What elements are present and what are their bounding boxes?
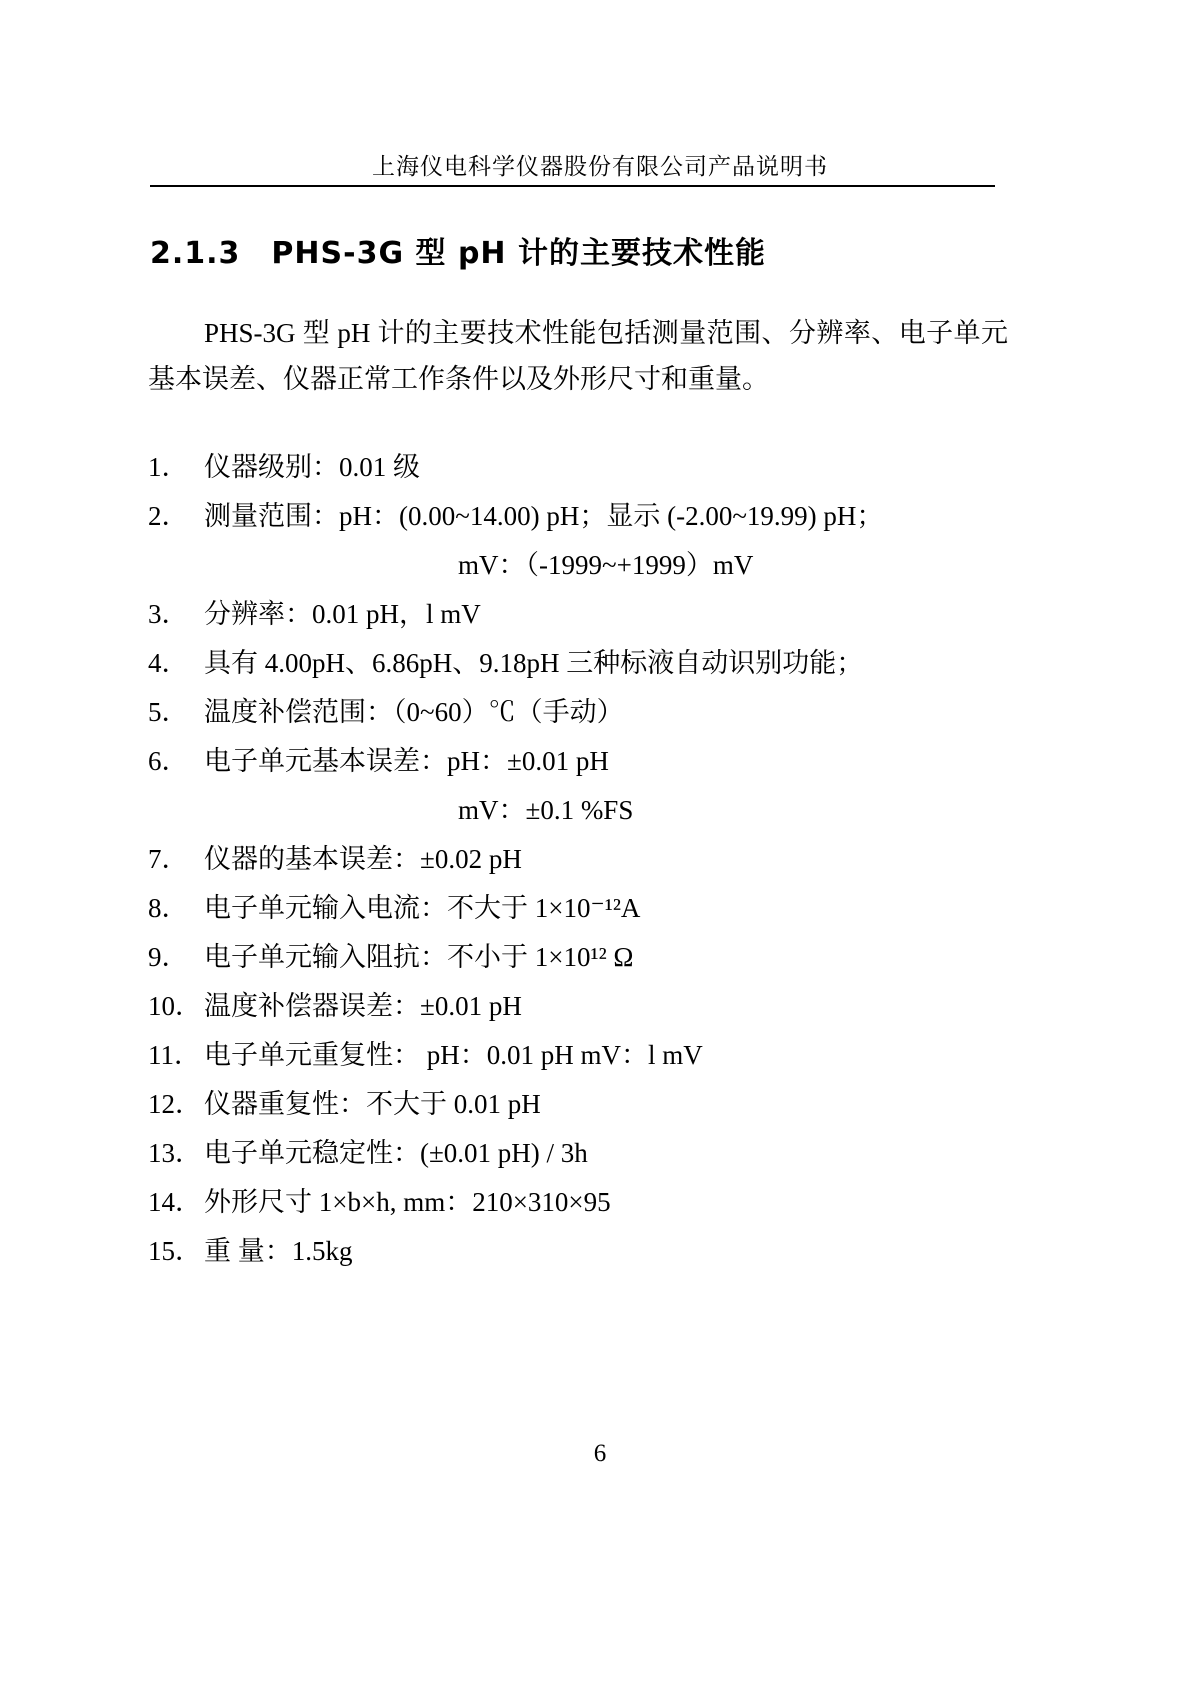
page-header bbox=[150, 148, 1050, 181]
item-text: 温度补偿器误差：±0.01 pH bbox=[204, 991, 522, 1021]
item-number: 2． bbox=[148, 501, 189, 531]
list-item bbox=[148, 1227, 1048, 1276]
list-item bbox=[148, 1080, 1048, 1129]
item-text: 电子单元输入阻抗：不小于 1×10¹² Ω bbox=[204, 942, 634, 972]
item-number: 10． bbox=[148, 991, 202, 1021]
item-text: 仪器重复性：不大于 0.01 pH bbox=[204, 1089, 541, 1119]
list-item bbox=[148, 1129, 1048, 1178]
list-item bbox=[148, 492, 1048, 541]
item-number: 5． bbox=[148, 697, 189, 727]
list-item bbox=[148, 1178, 1048, 1227]
item-text: 仪器级别：0.01 级 bbox=[204, 452, 420, 482]
item-text: 电子单元稳定性：(±0.01 pH) / 3h bbox=[204, 1138, 588, 1168]
list-item bbox=[148, 590, 1048, 639]
item-text: 电子单元基本误差：pH：±0.01 pH bbox=[204, 746, 609, 776]
item-text: 分辨率：0.01 pH，l mV bbox=[204, 599, 481, 629]
list-item-continuation: mV：±0.1 %FS bbox=[458, 795, 634, 825]
running-head: 上海仪电科学仪器股份有限公司产品说明书 bbox=[372, 154, 828, 179]
item-number: 12． bbox=[148, 1089, 202, 1119]
section-heading: 2.1.3 PHS-3G 型 pH 计的主要技术性能 bbox=[150, 236, 766, 271]
list-item bbox=[148, 443, 1048, 492]
item-text: 外形尺寸 1×b×h, mm：210×310×95 bbox=[204, 1187, 611, 1217]
item-number: 14． bbox=[148, 1187, 202, 1217]
item-number: 9． bbox=[148, 942, 189, 972]
list-item bbox=[148, 982, 1048, 1031]
page-number: 6 bbox=[593, 1440, 607, 1467]
spec-list bbox=[148, 443, 1048, 1276]
item-text: 测量范围：pH：(0.00~14.00) pH；显示 (-2.00~19.99) pH； bbox=[204, 501, 884, 531]
item-number: 1． bbox=[148, 452, 189, 482]
item-text: 电子单元重复性： pH：0.01 pH mV：l mV bbox=[204, 1040, 703, 1070]
item-number: 4． bbox=[148, 648, 189, 678]
item-text: 温度补偿范围：（0~60）℃（手动） bbox=[204, 697, 624, 727]
list-item-continuation: mV：（-1999~+1999）mV bbox=[458, 550, 754, 580]
intro-paragraph bbox=[148, 310, 1008, 402]
list-item bbox=[148, 835, 1048, 884]
item-number: 3． bbox=[148, 599, 189, 629]
item-number: 11． bbox=[148, 1040, 201, 1070]
item-text: 重 量：1.5kg bbox=[204, 1236, 353, 1266]
list-item bbox=[148, 737, 1048, 786]
list-item bbox=[148, 688, 1048, 737]
item-text: 仪器的基本误差：±0.02 pH bbox=[204, 844, 522, 874]
item-number: 7． bbox=[148, 844, 189, 874]
list-item bbox=[148, 884, 1048, 933]
intro-text: PHS-3G 型 pH 计的主要技术性能包括测量范围、分辨率、电子单元基本误差、仪器正常工作条件以及外形尺寸和重量。 bbox=[148, 318, 1008, 394]
item-number: 6． bbox=[148, 746, 189, 776]
list-item bbox=[148, 933, 1048, 982]
item-number: 15． bbox=[148, 1236, 202, 1266]
list-item bbox=[148, 1031, 1048, 1080]
item-text: 具有 4.00pH、6.86pH、9.18pH 三种标液自动识别功能； bbox=[204, 648, 864, 678]
list-item bbox=[148, 639, 1048, 688]
header-divider bbox=[150, 185, 995, 187]
item-text: 电子单元输入电流：不大于 1×10⁻¹²A bbox=[204, 893, 641, 923]
item-number: 8． bbox=[148, 893, 189, 923]
item-number: 13． bbox=[148, 1138, 202, 1168]
